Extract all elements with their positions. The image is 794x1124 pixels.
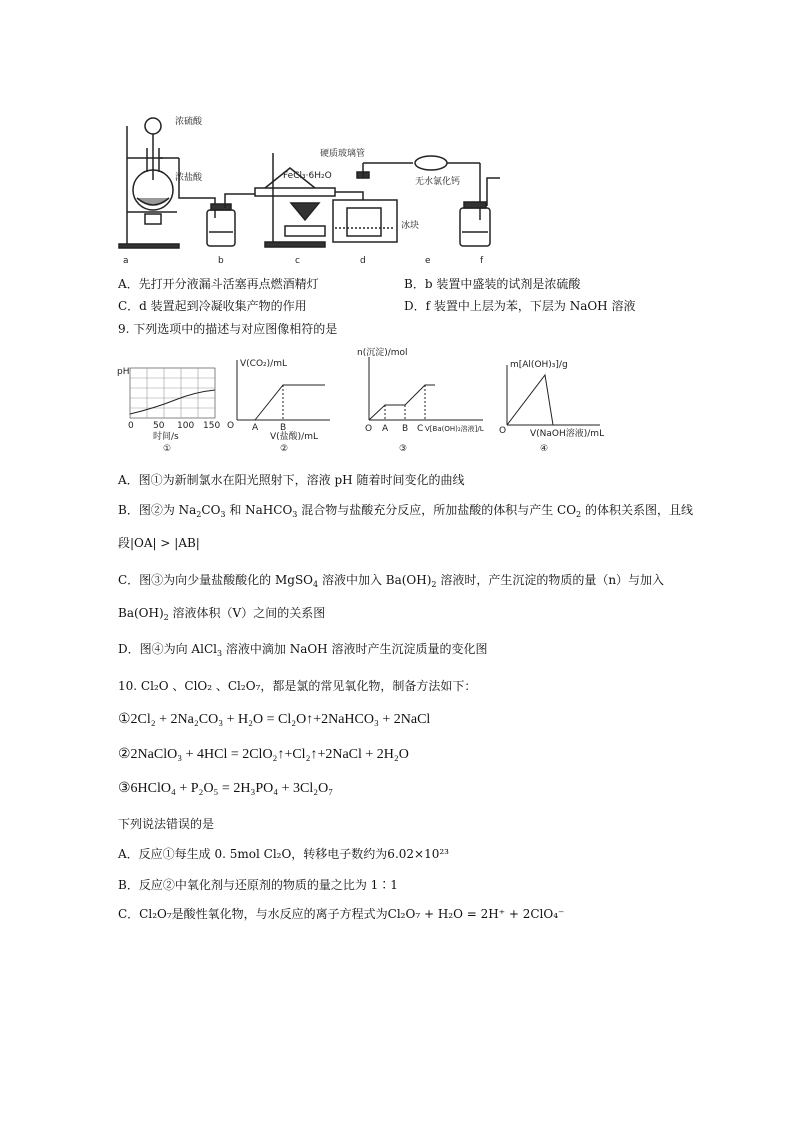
q9-graph-1 xyxy=(115,360,220,455)
label-anhydrous-cacl2: 无水氯化钙 xyxy=(415,177,461,187)
g1-ylabel: pH xyxy=(117,367,130,377)
q8-option-a: A．先打开分液漏斗活塞再点燃酒精灯 xyxy=(118,277,319,291)
q9-option-d: D．图④为向 AlCl$_3$ 溶液中滴加 NaOH 溶液时产生沉淀质量的变化图 xyxy=(118,642,488,658)
q9-c-mid: 溶液中加入 Ba(OH) xyxy=(318,573,432,587)
q10-option-b: B．反应②中氧化剂与还原剂的物质的量之比为 1∶1 xyxy=(118,878,398,892)
letter-a: a xyxy=(123,256,129,266)
g3-ylabel: n(沉淀)/mol xyxy=(357,348,408,358)
q10-stem: 10. Cl₂O 、ClO₂ 、Cl₂O₇，都是氯的常见氧化物，制备方法如下： xyxy=(118,679,477,693)
q8-option-b: B．b 装置中盛装的试剂是浓硫酸 xyxy=(404,277,581,291)
g2-xlabel: V(盐酸)/mL xyxy=(270,432,318,442)
g2-point-b: B xyxy=(280,423,287,433)
g1-tick-0: 0 xyxy=(128,421,134,431)
g4-ylabel: m[Al(OH)₃]/g xyxy=(510,360,568,370)
q9-b-post: 的体积关系图，且线 xyxy=(581,503,693,517)
q9-graph-2 xyxy=(225,355,335,455)
q9-d-post: 溶液中滴加 NaOH 溶液时产生沉淀质量的变化图 xyxy=(222,642,488,656)
q8-option-d: D．f 装置中上层为苯，下层为 NaOH 溶液 xyxy=(404,299,636,313)
g1-tick-50: 50 xyxy=(153,421,165,431)
g3-point-a: A xyxy=(382,424,389,434)
g3-origin: O xyxy=(365,424,373,434)
q9-c-pre: C．图③为向少量盐酸酸化的 MgSO xyxy=(118,573,314,587)
q9-graph-3 xyxy=(355,345,485,455)
q9-option-b-line2: 段|OA| > |AB| xyxy=(118,536,200,550)
g2-num: ② xyxy=(280,444,289,454)
q10-reaction-1: ①2Cl₂ + 2Na₂CO₃ + H₂O = Cl₂O↑+2NaHCO₃ + 2NaCl xyxy=(118,712,431,727)
q10-option-a: A．反应①每生成 0. 5mol Cl₂O，转移电子数约为6.02×10²³ xyxy=(118,847,449,861)
label-fecl3: FeCl₃·6H₂O xyxy=(283,171,332,181)
g1-tick-100: 100 xyxy=(177,421,195,431)
letter-f: f xyxy=(480,256,484,266)
g4-xlabel: V(NaOH溶液)/mL xyxy=(530,429,605,439)
g2-origin: O xyxy=(227,421,235,431)
label-hard-glass-tube: 硬质玻璃管 xyxy=(320,149,366,159)
apparatus-figure xyxy=(115,108,515,268)
q9-option-c-line1: C．图③为向少量盐酸酸化的 MgSO$_4$ 溶液中加入 $Ba(OH)_2$ 溶液时，产生沉淀的物质的量（n）与加入 xyxy=(118,573,665,589)
q9-c-post: 溶液时，产生沉淀的物质的量（n）与加入 xyxy=(436,573,665,587)
g1-xlabel: 时间/s xyxy=(153,432,179,442)
q10-option-c: C．Cl₂O₇是酸性氧化物，与水反应的离子方程式为Cl₂O₇ + H₂O = 2H⁺ + 2ClO₄⁻ xyxy=(118,907,565,921)
label-conc-hcl: 浓盐酸 xyxy=(175,173,203,183)
letter-c: c xyxy=(295,256,300,266)
g3-point-b: B xyxy=(402,424,409,434)
q9-b-mid3: 混合物与盐酸充分反应，所加盐酸的体积与产生 CO xyxy=(297,503,577,517)
g1-num: ① xyxy=(163,444,172,454)
g3-point-c: C xyxy=(417,424,424,434)
q8-option-c: C．d 装置起到冷凝收集产物的作用 xyxy=(118,299,307,313)
letter-e: e xyxy=(425,256,431,266)
q9-c2-pre: Ba(OH) xyxy=(118,606,164,620)
q9-b-mid: CO xyxy=(201,503,221,517)
q9-option-c-line2: $Ba(OH)_2$ 溶液体积（V）之间的关系图 xyxy=(118,606,326,622)
g4-origin: O xyxy=(499,426,507,436)
g1-tick-150: 150 xyxy=(203,421,220,431)
q10-reaction-2: ②2NaClO₃ + 4HCl = 2ClO₂↑+Cl₂↑+2NaCl + 2H₂O xyxy=(118,747,409,762)
q9-d-pre: D．图④为向 AlCl xyxy=(118,642,217,656)
g2-point-a: A xyxy=(252,423,259,433)
label-ice: 冰块 xyxy=(401,221,420,231)
letter-d: d xyxy=(360,256,366,266)
q9-option-b-line1: B．图②为 $Na_2CO_3$ 和 NaHCO$_3$ 混合物与盐酸充分反应，所加盐酸的体积与产生 $CO_2$ 的体积关系图，且线 xyxy=(118,503,693,519)
g2-ylabel: V(CO₂)/mL xyxy=(240,359,287,369)
q9-graph-4 xyxy=(495,355,610,455)
g3-num: ③ xyxy=(399,444,408,454)
label-conc-h2so4: 浓硫酸 xyxy=(175,117,203,127)
q10-reaction-3: ③6HClO₄ + P₂O₅ = 2H₃PO₄ + 3Cl₂O₇ xyxy=(118,781,334,796)
letter-b: b xyxy=(218,256,224,266)
q10-ask: 下列说法错误的是 xyxy=(118,817,215,831)
q9-stem: 9. 下列选项中的描述与对应图像相符的是 xyxy=(118,322,338,336)
q9-b-mid2: 和 NaHCO xyxy=(225,503,293,517)
q9-b-pre: B．图②为 Na xyxy=(118,503,197,517)
q9-c2-post: 溶液体积（V）之间的关系图 xyxy=(168,606,326,620)
g4-num: ④ xyxy=(540,444,549,454)
q9-option-a: A．图①为新制氯水在阳光照射下，溶液 pH 随着时间变化的曲线 xyxy=(118,473,465,487)
g3-xlabel: V[Ba(OH)₂溶液]/L xyxy=(425,425,484,433)
